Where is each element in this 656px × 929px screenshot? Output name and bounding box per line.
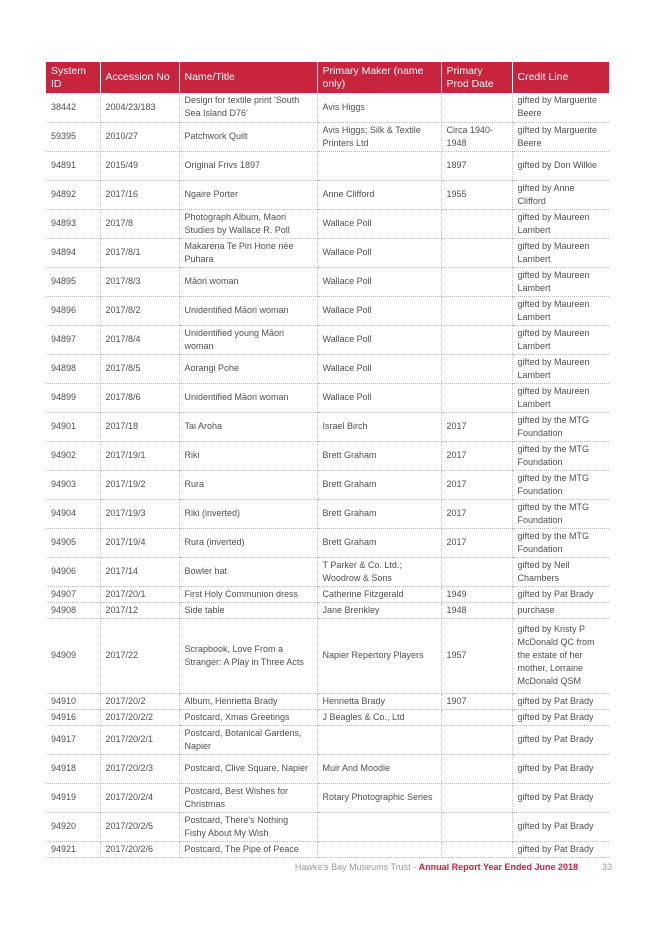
cell-primary-maker: Brett Graham [317,441,441,470]
cell-name-title: Side table [179,602,317,618]
table-row [46,586,609,602]
cell-primary-maker: Wallace Poll [317,238,441,267]
cell-credit-line: purchase [512,602,609,618]
cell-accession-no: 2017/19/1 [100,441,179,470]
cell-system-id: 94919 [46,783,100,812]
cell-credit-line: gifted by Don Wilkie [512,151,609,180]
cell-name-title: Unidentified young Māori woman [179,325,317,354]
cell-prod-date: 1948 [441,602,512,618]
cell-credit-line: gifted by Pat Brady [512,709,609,725]
cell-prod-date [441,812,512,841]
column-header-primary-prod-date: Primary Prod Date [441,62,512,93]
cell-name-title: Rura (inverted) [179,528,317,557]
cell-primary-maker: Wallace Poll [317,325,441,354]
column-header-primary-maker: Primary Maker (name only) [317,62,441,93]
cell-primary-maker: Brett Graham [317,528,441,557]
cell-name-title: Postcard, There's Nothing Fishy About My Wish [179,812,317,841]
cell-prod-date: 2017 [441,528,512,557]
cell-name-title: Makarena Te Piri Hone née Puhara [179,238,317,267]
table-row [46,618,609,693]
cell-credit-line: gifted by Kristy P McDonald QC from the estate of her mother, Lorraine McDonald QSM [512,618,609,693]
cell-system-id: 94898 [46,354,100,383]
cell-name-title: Ngaire Porter [179,180,317,209]
cell-accession-no: 2017/8/2 [100,296,179,325]
cell-prod-date: 1949 [441,586,512,602]
cell-accession-no: 2017/12 [100,602,179,618]
cell-system-id: 94894 [46,238,100,267]
cell-primary-maker: Rotary Photographic Series [317,783,441,812]
cell-system-id: 94917 [46,725,100,754]
cell-accession-no: 2004/23/183 [100,93,179,122]
table-body [46,93,609,857]
cell-name-title: Unidentified Māori woman [179,296,317,325]
table-row [46,812,609,841]
cell-name-title: Aorangi Pohe [179,354,317,383]
cell-prod-date: 1907 [441,693,512,709]
cell-prod-date [441,354,512,383]
table-row [46,602,609,618]
table-row [46,238,609,267]
cell-accession-no: 2017/8 [100,209,179,238]
cell-credit-line: gifted by the MTG Foundation [512,528,609,557]
cell-prod-date [441,267,512,296]
cell-accession-no: 2017/16 [100,180,179,209]
footer-org [295,862,578,872]
cell-credit-line: gifted by Marguerite Beere [512,93,609,122]
cell-prod-date [441,783,512,812]
cell-primary-maker: Muir And Moodie [317,754,441,783]
cell-name-title: Māori woman [179,267,317,296]
table-row [46,783,609,812]
cell-prod-date [441,841,512,857]
cell-credit-line: gifted by the MTG Foundation [512,499,609,528]
cell-prod-date [441,383,512,412]
cell-system-id: 94892 [46,180,100,209]
cell-prod-date [441,238,512,267]
table-row [46,296,609,325]
cell-primary-maker: Napier Repertory Players [317,618,441,693]
cell-prod-date [441,725,512,754]
cell-prod-date [441,93,512,122]
cell-primary-maker: J Beagles & Co., Ltd [317,709,441,725]
table-row [46,180,609,209]
cell-name-title: Design for textile print 'South Sea Island D76' [179,93,317,122]
cell-primary-maker: Jane Brenkley [317,602,441,618]
cell-name-title: Tai Aroha [179,412,317,441]
cell-prod-date: 2017 [441,441,512,470]
column-header-system-id: System ID [46,62,100,93]
cell-credit-line: gifted by Pat Brady [512,783,609,812]
cell-primary-maker [317,151,441,180]
table-row [46,383,609,412]
cell-name-title: Album, Henrietta Brady [179,693,317,709]
cell-name-title: Unidentified Māori woman [179,383,317,412]
cell-prod-date [441,557,512,586]
cell-accession-no: 2017/8/3 [100,267,179,296]
cell-system-id: 94916 [46,709,100,725]
cell-accession-no: 2010/27 [100,122,179,151]
table-row [46,267,609,296]
table-row [46,412,609,441]
cell-primary-maker: Wallace Poll [317,267,441,296]
cell-name-title: Postcard, Best Wishes for Christmas [179,783,317,812]
cell-primary-maker: Wallace Poll [317,296,441,325]
cell-system-id: 94906 [46,557,100,586]
cell-prod-date: 1955 [441,180,512,209]
cell-primary-maker: Avis Higgs [317,93,441,122]
cell-accession-no: 2017/14 [100,557,179,586]
cell-primary-maker: Brett Graham [317,499,441,528]
cell-system-id: 94908 [46,602,100,618]
cell-system-id: 94901 [46,412,100,441]
table-row [46,151,609,180]
cell-name-title: Postcard, Xmas Greetings [179,709,317,725]
cell-primary-maker [317,812,441,841]
cell-name-title: Riki (inverted) [179,499,317,528]
cell-system-id: 94902 [46,441,100,470]
cell-prod-date: 2017 [441,470,512,499]
cell-credit-line: gifted by Pat Brady [512,841,609,857]
cell-prod-date: Circa 1940-1948 [441,122,512,151]
cell-primary-maker: Israel Birch [317,412,441,441]
cell-credit-line: gifted by Maureen Lambert [512,238,609,267]
column-header-accession-no: Accession No [100,62,179,93]
cell-accession-no: 2017/19/4 [100,528,179,557]
footer-report-title: Annual Report Year Ended June 2018 [418,862,578,872]
cell-accession-no: 2017/20/2/4 [100,783,179,812]
cell-credit-line: gifted by Anne Clifford [512,180,609,209]
cell-accession-no: 2017/20/2/5 [100,812,179,841]
cell-credit-line: gifted by Pat Brady [512,586,609,602]
cell-primary-maker: T Parker & Co. Ltd.; Woodrow & Sons [317,557,441,586]
cell-prod-date [441,325,512,354]
cell-system-id: 94921 [46,841,100,857]
cell-accession-no: 2017/8/5 [100,354,179,383]
cell-credit-line: gifted by Maureen Lambert [512,325,609,354]
cell-credit-line: gifted by Maureen Lambert [512,296,609,325]
table-row [46,841,609,857]
table-header-row [46,62,609,93]
cell-system-id: 94903 [46,470,100,499]
cell-name-title: Bowler hat [179,557,317,586]
cell-prod-date: 1957 [441,618,512,693]
cell-accession-no: 2017/20/2/2 [100,709,179,725]
cell-system-id: 94897 [46,325,100,354]
cell-credit-line: gifted by Pat Brady [512,754,609,783]
cell-accession-no: 2017/18 [100,412,179,441]
cell-primary-maker: Wallace Poll [317,383,441,412]
cell-prod-date: 2017 [441,412,512,441]
cell-prod-date [441,209,512,238]
cell-credit-line: gifted by Maureen Lambert [512,383,609,412]
cell-accession-no: 2017/20/2 [100,693,179,709]
cell-credit-line: gifted by Pat Brady [512,693,609,709]
cell-credit-line: gifted by Maureen Lambert [512,209,609,238]
cell-prod-date [441,754,512,783]
cell-name-title: Photograph Album, Maori Studies by Wallace R. Poll [179,209,317,238]
cell-name-title: Postcard, Botanical Gardens, Napier [179,725,317,754]
cell-accession-no: 2017/19/2 [100,470,179,499]
cell-accession-no: 2017/20/2/3 [100,754,179,783]
cell-system-id: 94910 [46,693,100,709]
cell-primary-maker: Wallace Poll [317,209,441,238]
cell-accession-no: 2017/22 [100,618,179,693]
cell-system-id: 94895 [46,267,100,296]
table-row [46,441,609,470]
table-row [46,725,609,754]
table-row [46,93,609,122]
cell-name-title: Postcard, Clive Square, Napier [179,754,317,783]
table-row [46,754,609,783]
cell-accession-no: 2017/8/4 [100,325,179,354]
table-row [46,709,609,725]
cell-credit-line: gifted by Neil Chambers [512,557,609,586]
cell-system-id: 94905 [46,528,100,557]
cell-primary-maker: Brett Graham [317,470,441,499]
table-row [46,325,609,354]
table-row [46,528,609,557]
acquisitions-table [46,62,609,858]
table-row [46,693,609,709]
cell-credit-line: gifted by Pat Brady [512,812,609,841]
cell-primary-maker [317,841,441,857]
cell-accession-no: 2017/8/1 [100,238,179,267]
cell-accession-no: 2017/8/6 [100,383,179,412]
cell-credit-line: gifted by Maureen Lambert [512,354,609,383]
footer-org-name: Hawke's Bay Museums Trust - [294,862,419,872]
cell-credit-line: gifted by Marguerite Beere [512,122,609,151]
cell-prod-date [441,296,512,325]
cell-name-title: First Holy Communion dress [179,586,317,602]
cell-prod-date: 1897 [441,151,512,180]
table-row [46,470,609,499]
cell-system-id: 38442 [46,93,100,122]
cell-system-id: 94907 [46,586,100,602]
table-row [46,354,609,383]
cell-system-id: 94909 [46,618,100,693]
cell-system-id: 94891 [46,151,100,180]
cell-name-title: Scrapbook, Love From a Stranger: A Play in Three Acts [179,618,317,693]
table-row [46,122,609,151]
cell-name-title: Patchwork Quilt [179,122,317,151]
cell-accession-no: 2017/19/3 [100,499,179,528]
cell-primary-maker: Anne Clifford [317,180,441,209]
cell-primary-maker: Catherine Fitzgerald [317,586,441,602]
cell-credit-line: gifted by Pat Brady [512,725,609,754]
table-row [46,499,609,528]
cell-system-id: 94904 [46,499,100,528]
cell-accession-no: 2015/49 [100,151,179,180]
cell-name-title: Rura [179,470,317,499]
cell-credit-line: gifted by the MTG Foundation [512,412,609,441]
cell-system-id: 94896 [46,296,100,325]
cell-accession-no: 2017/20/2/1 [100,725,179,754]
page-number: 33 [601,862,612,872]
cell-system-id: 94920 [46,812,100,841]
cell-system-id: 94899 [46,383,100,412]
page-footer [0,862,656,876]
table-row [46,557,609,586]
cell-name-title: Original Frivs 1897 [179,151,317,180]
cell-name-title: Riki [179,441,317,470]
acquisitions-table-container [46,62,609,858]
column-header-credit-line: Credit Line [512,62,609,93]
cell-credit-line: gifted by Maureen Lambert [512,267,609,296]
cell-system-id: 59395 [46,122,100,151]
cell-accession-no: 2017/20/2/6 [100,841,179,857]
column-header-name-title: Name/Title [179,62,317,93]
cell-system-id: 94893 [46,209,100,238]
cell-primary-maker [317,725,441,754]
cell-credit-line: gifted by the MTG Foundation [512,470,609,499]
cell-prod-date: 2017 [441,499,512,528]
cell-primary-maker: Wallace Poll [317,354,441,383]
cell-primary-maker: Avis Higgs; Silk & Textile Printers Ltd [317,122,441,151]
cell-system-id: 94918 [46,754,100,783]
cell-accession-no: 2017/20/1 [100,586,179,602]
cell-credit-line: gifted by the MTG Foundation [512,441,609,470]
cell-name-title: Postcard, The Pipe of Peace [179,841,317,857]
cell-primary-maker: Henrietta Brady [317,693,441,709]
table-row [46,209,609,238]
cell-prod-date [441,709,512,725]
